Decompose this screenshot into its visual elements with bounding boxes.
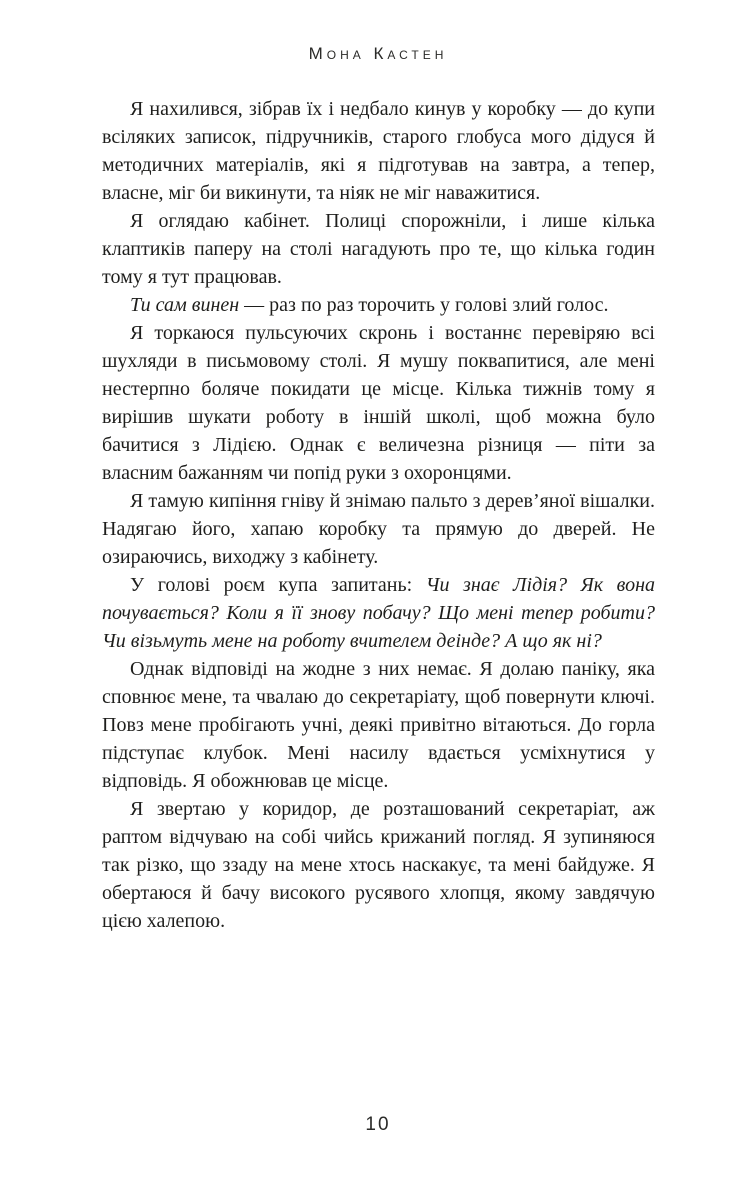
paragraph-segment: Я звертаю у коридор, де розташований секретаріат, аж раптом відчуваю на собі чийсь крижаний погляд. Я зупиняюся так різко, що ззаду на мене хтось наскакує, та мені байдуже. Я обертаюся й бачу високого русявого хлопця, якому завдячую цією халепою.	[102, 798, 655, 932]
paragraph	[102, 795, 655, 935]
paragraph-segment: Однак відповіді на жодне з них немає. Я долаю паніку, яка сповнює мене, та чвалаю до секретаріату, щоб повернути ключі. Повз мене пробігають учні, деякі привітно вітаються. До горла підступає клубок. Мені насилу вдається усміхнутися у відповідь. Я обожнював це місце.	[102, 658, 655, 792]
paragraph	[102, 291, 655, 319]
paragraph	[102, 319, 655, 487]
paragraph-segment: — раз по раз торочить у голові злий голос.	[239, 294, 609, 316]
paragraph-segment-italic: Ти сам винен	[130, 294, 240, 316]
paragraph	[102, 571, 655, 655]
running-header: Мона Кастен	[308, 44, 448, 63]
paragraph-segment: У голові роєм купа запитань:	[130, 574, 426, 596]
paragraph-segment-italic: Чи знає Лідія? Як вона почувається? Коли я її знову побачу? Що мені тепер робити? Чи візьмуть мене на роботу вчителем деінде? А що як ні?	[102, 574, 655, 652]
paragraph	[102, 655, 655, 795]
paragraph	[102, 95, 655, 207]
page-number: 10	[365, 1114, 391, 1135]
paragraph-segment: Я тамую кипіння гніву й знімаю пальто з дерев’яної вішалки. Надягаю його, хапаю коробку та прямую до дверей. Не озираючись, виходжу з кабінету.	[102, 490, 655, 568]
paragraph	[102, 207, 655, 291]
paragraph-segment: Я торкаюся пульсуючих скронь і востаннє перевіряю всі шухляди в письмовому столі. Я мушу поквапитися, але мені нестерпно боляче покидати це місце. Кілька тижнів тому я вирішив шукати роботу в іншій школі, щоб можна було бачитися з Лідією. Однак є величезна різниця — піти за власним бажанням чи попід руки з охоронцями.	[102, 322, 655, 484]
paragraph-segment: Я нахилився, зібрав їх і недбало кинув у коробку — до купи всіляких записок, підручників, старого глобуса мого дідуся й методичних матеріалів, які я підготував на завтра, а тепер, власне, міг би викинути, та ніяк не міг наважитися.	[102, 98, 655, 204]
paragraph	[102, 487, 655, 571]
paragraph-segment: Я оглядаю кабінет. Полиці спорожніли, і лише кілька клаптиків паперу на столі нагадують про те, що кілька годин тому я тут працював.	[102, 210, 655, 288]
text-body	[102, 95, 655, 935]
